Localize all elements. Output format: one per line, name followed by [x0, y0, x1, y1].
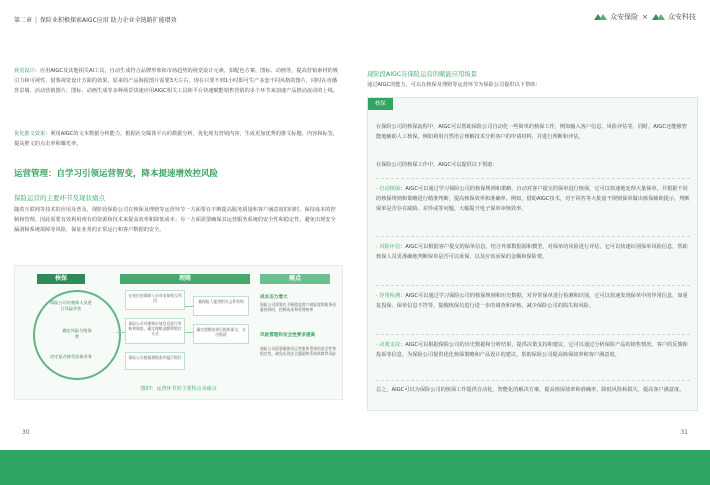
claims-box-1: 在担任的保障人员对承保相互利用 [125, 290, 185, 310]
pain-point-2-title: 风险管理和安全性要求提高 [260, 333, 316, 338]
item-label: · 风险评估 [376, 244, 401, 250]
cycle-step-3: 决定是否接受投保业务 [50, 354, 92, 359]
brand-left: 众安保险 [610, 13, 639, 21]
paragraph-text: ：利用AIGC的文本数据分析能力，根据社交媒体平台的数据分析，优化现有营销内容，生成更加优秀的推文标题、内容和标签，提高推文的点击率和曝光率。 [14, 131, 338, 147]
cycle-step-1: 保险公司对被保人员进行风险评估 [50, 300, 92, 311]
paragraph-tweet-optimization [14, 129, 338, 149]
item-label: · 决策支持 [376, 342, 401, 348]
paragraph-label: 优化推文效果 [14, 131, 46, 137]
pain-point-1-text: 保险公司需要在不断提高客户满意度和服务质量的同时，控制成本和管理效率 [260, 302, 336, 312]
brand-logos [594, 12, 696, 22]
paragraph-text: ：应用AIGC及其他相关AI工具，自动生成符合品牌形象和市场趋势的视觉设计元素，如配色方案、图标、动画等，提高营销素材的吸引力和可视性。借鉴视觉设计方面的效果，原来的产品海报图片需要3天左右，现在只要不到1小时即可生产多套不同风格的图片，同时在直播背景墙、活动营销图片、图标、动画生成等多种场景快速应用AIGC相关工具和平台快速赋能销售营销的多个环节来加速产品推动流动的上线。 [14, 68, 338, 94]
right-section-title: 现阶段AIGC在保险运营的赋能应用场景 [367, 71, 477, 78]
flow-arrow [185, 332, 193, 333]
panel-paragraph-1: 在保险公司的核保流程中，AIGC可以帮助保险公司自动化一些简单的核保工作，例如输入客户信息、风险评估等。同时，AIGC还能够智能地辅助人工核保，例如利用自然语言理解技术分析客户的申请材料，并进行判断和评估。 [376, 124, 687, 140]
panel-tag: 核保 [368, 98, 393, 110]
tab-claims: 理赔 [120, 274, 250, 284]
item-text: ：AIGC可以通过学习保险公司的核保规则和策略，自动对客户提交的保单进行核保，它可以快速地处理大量保单，并根据不同的核保规则和策略进行精准判断，提高核保效率和准确率。例如，借助AIGC技术，对于回答等大批量不规则保单做出核保辅助提示，判断保单是否存在缺陷、差异或等问题，大幅提升电子保单审核效率。 [376, 186, 690, 212]
divider [376, 380, 690, 381]
section-title: 运营管理：自学习引领运营智变，降本提速增效控风险 [14, 169, 219, 179]
panel-summary: 总之，AIGC可以为保险公司的核保工作提供自动化、智能化的解决方案，提高核保效率和准确率，降低风险和损失，提高客户满意度。 [376, 387, 685, 393]
brand-separator: × [642, 13, 648, 21]
tab-pain-points: 痛点 [260, 274, 330, 284]
footer-bar [0, 450, 710, 485]
claims-box-4: 被保险人提供相关文件资料 [193, 296, 249, 316]
divider [376, 285, 690, 286]
item-text: ：AIGC可以根据保险公司的历史数据和分析结果，提供决策支持和建议，它可以通过分析保险产品的销售情况、客户的反馈和投诉等信息，为保险公司提供优化核保策略和产品设计的建议，帮助保险公司提高核保效率和客户满意度。 [376, 342, 688, 358]
item-text: ：AIGC可以通过学习保险公司的核保规则和历史数据，对异常保单进行检测和识别，它可以快速发现保单中的异常信息，如重复投保、保单信息不符等，提醒核保员进行进一步的调查和审核，减少保险公司的损失和风险。 [376, 293, 688, 309]
claims-box-5: 确定理赔结果后组织保全，支付赔款 [193, 324, 249, 344]
item-auto-underwriting [376, 184, 690, 214]
claims-box-2: 保险公司对理赔申请信息进行审核和调查，确定理赔金额和赔付方式 [125, 318, 185, 344]
figure-operations-diagram [14, 265, 343, 400]
paragraph-operations: 随着互联网等技术的应用及普及，现阶段保险公司在核保及理赔等运营环节一方面要在不断提高服务质量和客户满意度的同时，保持成本的控制和管理，因此需要有效利用现有的资源和技术来提高效率和降低成本；另一方面需要确保其运营服务系统的安全性和稳定性，避免出现安全漏洞和系统故障等风险，保证业务的正常运行和客户数据的安全。 [14, 207, 336, 233]
paragraph-visual-design [14, 66, 338, 96]
page-number-left: 30 [22, 429, 30, 436]
paragraph-label: 视觉设计 [14, 68, 35, 74]
brand-right: 众安科技 [668, 13, 696, 21]
divider [376, 236, 690, 237]
item-label: · 自动核保 [376, 186, 401, 192]
pain-point-2-text: 保险公司需要确保其运营服务系统的安全性和稳定性，避免出现安全漏洞和系统故障等风险 [260, 346, 336, 356]
zhongan-logo-icon [594, 13, 606, 21]
panel-paragraph-2: 在保险公司的核保工作中，AIGC可以提供以下帮助： [376, 162, 498, 168]
item-decision-support [376, 340, 690, 360]
page-number-right: 31 [680, 429, 688, 436]
running-header: 第二章 | 保险业积极探索AIGC应用 助力企业全链路扩能增效 [14, 17, 177, 24]
figure-caption: 图07：运营环节的主要特点及痛点 [140, 386, 217, 392]
divider [376, 178, 690, 179]
flow-arrow [185, 306, 193, 307]
chapter-title: 保险业积极探索AIGC应用 助力企业全链路扩能增效 [40, 17, 177, 24]
flow-arrow [117, 332, 125, 333]
item-label: · 异常检测 [376, 293, 401, 299]
right-intro: 通过AIGC的能力，可以在核保及理赔等运营环节为保险公司提供以下帮助： [367, 82, 541, 88]
item-text: ：AIGC可以根据客户提交的保单信息，结合外部数据源和模型，对保单的风险进行评估，它可以快速识别保单风险信息，帮助核保人员更准确地判断保单是否可以承保，以及应该承保的金额和保险费。 [376, 244, 688, 260]
tab-underwriting: 核保 [37, 274, 85, 284]
chapter-label: 第二章 [14, 17, 33, 24]
zhongan-tech-logo-icon [652, 13, 664, 21]
claims-box-3: 保险公司根据理赔条件履行赔付 [125, 352, 185, 370]
pain-point-1-title: 成本压力增大 [260, 295, 288, 300]
right-page [355, 0, 710, 485]
divider [376, 334, 690, 335]
item-risk-assessment [376, 242, 690, 262]
subsection-title: 保险运营的主要环节及现状痛点 [14, 194, 105, 202]
cycle-step-2: 确定风险分级保费 [62, 328, 92, 339]
item-anomaly-detection [376, 291, 690, 311]
underwriting-panel [367, 97, 698, 411]
